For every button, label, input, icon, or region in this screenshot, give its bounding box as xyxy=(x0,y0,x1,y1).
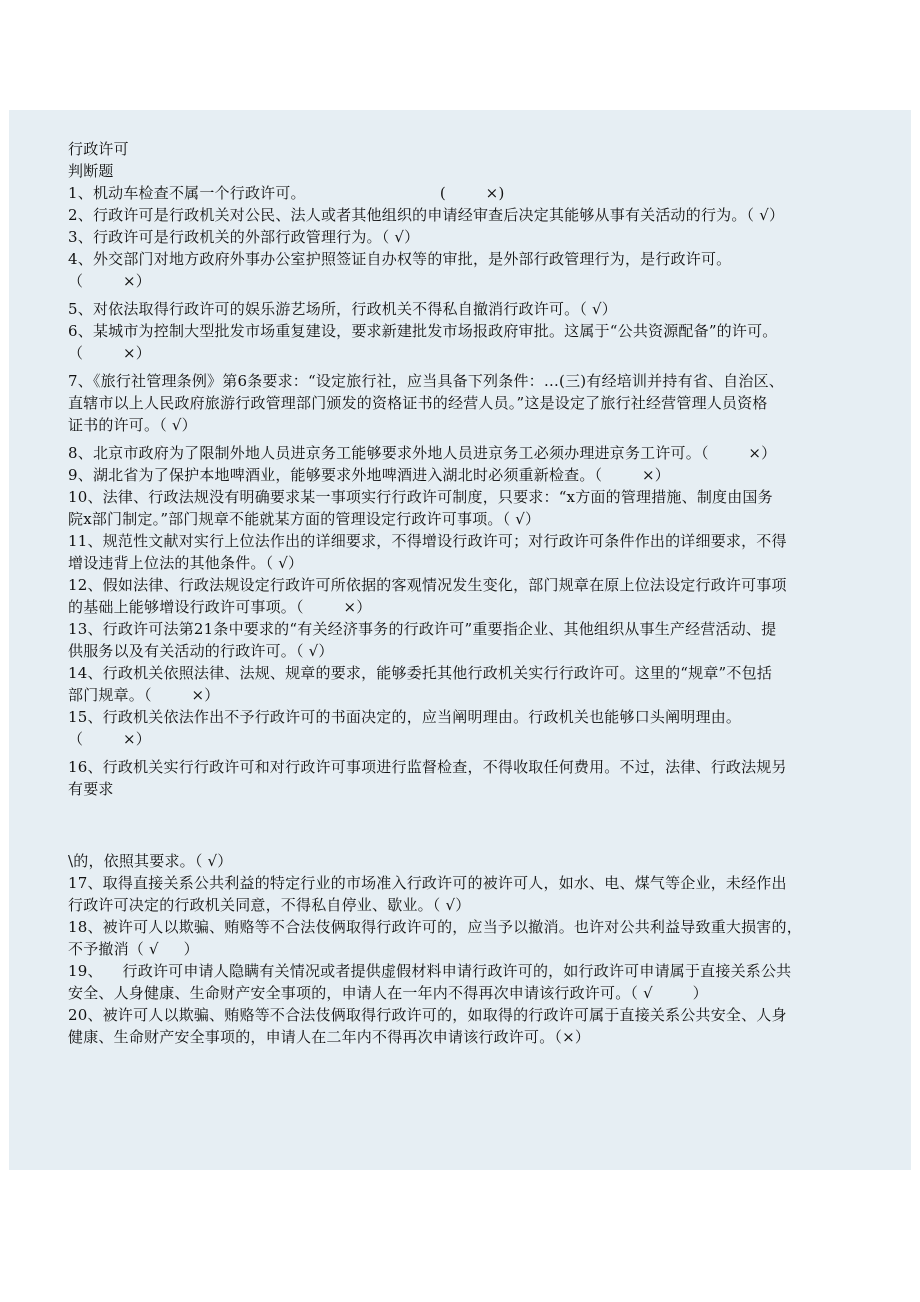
text-line: 7、《旅行社管理条例》第6条要求：“设定旅行社，应当具备下列条件：…(三)有经培训并持有省、自治区、 xyxy=(68,372,784,390)
text-line: 3、行政许可是行政机关的外部行政管理行为。（ √） xyxy=(68,228,420,246)
text-line: 增设违背上位法的其他条件。（ √） xyxy=(68,554,304,572)
text-line: 安全、人身健康、生命财产安全事项的，申请人在一年内不得再次申请该行政许可。（ √ ） xyxy=(68,984,708,1002)
document-body xyxy=(68,138,870,1048)
text-line: 4、外交部门对地方政府外事办公室护照签证自办权等的审批，是外部行政管理行为，是行政许可。 xyxy=(68,250,732,268)
text-line: 直辖市以上人民政府旅游行政管理部门颁发的资格证书的经营人员。”这是设定了旅行社经营管理人员资格 xyxy=(68,394,768,412)
text-line: 行政许可决定的行政机关同意，不得私自停业、歇业。（ √） xyxy=(68,896,471,914)
text-line: 1、机动车检查不属一个行政许可。 ( ×) xyxy=(68,184,505,202)
text-line: （ ×） xyxy=(68,730,151,748)
text-line: 16、行政机关实行行政许可和对行政许可事项进行监督检查，不得收取任何费用。不过，法律、行政法规另 xyxy=(68,758,787,776)
text-line: 13、行政许可法第21条中要求的“有关经济事务的行政许可”重要指企业、其他组织从事生产经营活动、提 xyxy=(68,620,777,638)
text-line: 2、行政许可是行政机关对公民、法人或者其他组织的申请经审查后决定其能够从事有关活动的行为。（ √） xyxy=(68,206,785,224)
text-line: （ ×） xyxy=(68,344,151,362)
text-line: 12、假如法律、行政法规设定行政许可所依据的客观情况发生变化，部门规章在原上位法设定行政许可事项 xyxy=(68,576,787,594)
document-title: 行政许可 xyxy=(68,140,129,158)
text-line: 14、行政机关依照法律、法规、规章的要求，能够委托其他行政机关实行行政许可。这里的“规章”不包括 xyxy=(68,664,773,682)
text-line: 11、规范性文献对实行上位法作出的详细要求，不得增设行政许可；对行政许可条件作出的详细要求，不得 xyxy=(68,532,787,550)
text-line: 19、 行政许可申请人隐瞒有关情况或者提供虚假材料申请行政许可的，如行政许可申请属于直接关系公共 xyxy=(68,962,792,980)
text-line: \的，依照其要求。（ √） xyxy=(68,852,233,870)
text-line: 的基础上能够增设行政许可事项。（ ×） xyxy=(68,598,372,616)
text-line: 8、北京市政府为了限制外地人员进京务工能够要求外地人员进京务工必须办理进京务工许可。（ ×） xyxy=(68,444,777,462)
text-line: 部门规章。（ ×） xyxy=(68,686,220,704)
text-line: 院x部门制定。”部门规章不能就某方面的管理设定行政许可事项。（ √） xyxy=(68,510,541,528)
text-line: 6、某城市为控制大型批发市场重复建设，要求新建批发市场报政府审批。这属于“公共资源配备”的许可。 xyxy=(68,322,778,340)
section-heading: 判断题 xyxy=(68,162,114,180)
text-line: 有要求 xyxy=(68,780,114,798)
text-line: （ ×） xyxy=(68,272,151,290)
text-line: 5、对依法取得行政许可的娱乐游艺场所，行政机关不得私自撤消行政许可。（ √） xyxy=(68,300,617,318)
text-line: 证书的许可。（ √） xyxy=(68,416,197,434)
text-line: 健康、生命财产安全事项的，申请人在二年内不得再次申请该行政许可。（×） xyxy=(68,1028,591,1046)
text-line: 18、被许可人以欺骗、贿赂等不合法伎俩取得行政许可的，应当予以撤消。也许对公共利益导致重大损害的， xyxy=(68,918,802,936)
text-line: 9、湖北省为了保护本地啤酒业，能够要求外地啤酒进入湖北时必须重新检查。（ ×） xyxy=(68,466,670,484)
text-line: 15、行政机关依法作出不予行政许可的书面决定的，应当阐明理由。行政机关也能够口头阐明理由。 xyxy=(68,708,742,726)
spacer xyxy=(68,800,870,850)
text-line: 17、取得直接关系公共利益的特定行业的市场准入行政许可的被许可人，如水、电、煤气等企业，未经作出 xyxy=(68,874,787,892)
text-line: 10、法律、行政法规没有明确要求某一事项实行行政许可制度，只要求：“x方面的管理措施、制度由国务 xyxy=(68,488,773,506)
text-line: 不予撤消（ √ ） xyxy=(68,940,199,958)
text-line: 供服务以及有关活动的行政许可。（ √） xyxy=(68,642,334,660)
text-line: 20、被许可人以欺骗、贿赂等不合法伎俩取得行政许可的，如取得的行政许可属于直接关系公共安全、人身 xyxy=(68,1006,787,1024)
